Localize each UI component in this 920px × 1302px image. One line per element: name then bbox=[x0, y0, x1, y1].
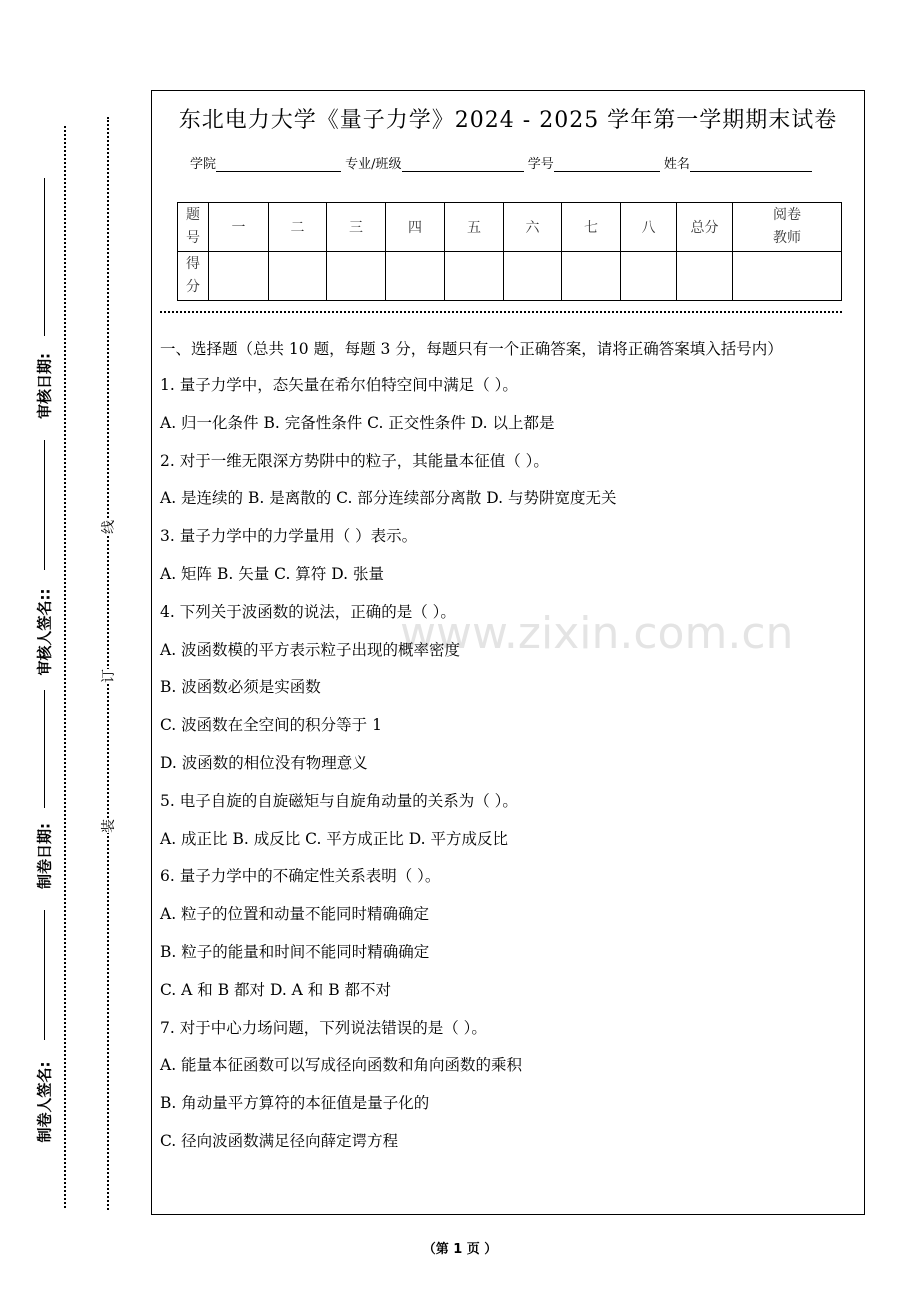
question-4: 4. 下列关于波函数的说法，正确的是（ ）。 bbox=[160, 602, 456, 621]
score-cell bbox=[562, 252, 621, 301]
question-2: 2. 对于一维无限深方势阱中的粒子，其能量本征值（ ）。 bbox=[160, 451, 549, 470]
watermark: www.zixin.com.cn bbox=[400, 608, 794, 659]
review-date-label: 审核日期: bbox=[35, 353, 54, 419]
student-id-label: 学号 bbox=[527, 157, 554, 172]
page-number: （第 1 页 ） bbox=[422, 1242, 498, 1257]
question-4-option-d: D. 波函数的相位没有物理意义 bbox=[160, 753, 368, 772]
question-4-option-c: C. 波函数在全空间的积分等于 1 bbox=[160, 716, 382, 735]
question-7-option-a: A. 能量本征函数可以写成径向函数和角向函数的乘积 bbox=[160, 1056, 523, 1075]
author-date-label: 制卷日期: bbox=[35, 823, 54, 889]
author-signature-label: 制卷人签名: bbox=[35, 1061, 54, 1143]
exam-title: 东北电力大学《量子力学》2024 - 2025 学年第一学期期末试卷 bbox=[178, 108, 838, 133]
reviewer-header: 阅卷 教师 bbox=[733, 203, 842, 252]
question-6: 6. 量子力学中的不确定性关系表明（ ）。 bbox=[160, 867, 441, 886]
major-class-blank bbox=[402, 157, 524, 172]
binding-word-ding: 订 bbox=[96, 669, 120, 683]
major-class-label: 专业/班级 bbox=[345, 157, 402, 172]
question-3: 3. 量子力学中的力学量用（ ）表示。 bbox=[160, 527, 418, 546]
score-col-total: 总分 bbox=[677, 203, 733, 252]
section-title: 一、选择题（总共 10 题，每题 3 分，每题只有一个正确答案，请将正确答案填入括号内） bbox=[160, 340, 783, 358]
question-4-option-a: A. 波函数模的平方表示粒子出现的概率密度 bbox=[160, 640, 461, 659]
review-date-line bbox=[44, 178, 45, 336]
score-col-3: 三 bbox=[327, 203, 386, 252]
score-cell bbox=[386, 252, 445, 301]
score-cell bbox=[621, 252, 677, 301]
question-7: 7. 对于中心力场问题，下列说法错误的是（ ）。 bbox=[160, 1018, 487, 1037]
question-number-header: 题 号 bbox=[178, 203, 209, 252]
question-6-option-b: B. 粒子的能量和时间不能同时精确确定 bbox=[160, 942, 430, 961]
question-3-options: A. 矩阵 B. 矢量 C. 算符 D. 张量 bbox=[160, 564, 384, 583]
score-col-7: 七 bbox=[562, 203, 621, 252]
name-blank bbox=[690, 157, 812, 172]
score-col-5: 五 bbox=[445, 203, 504, 252]
binding-dotted-line-outer bbox=[64, 126, 66, 1208]
binding-word-zhuang: 装 bbox=[96, 819, 120, 833]
score-col-1: 一 bbox=[209, 203, 269, 252]
score-cell bbox=[209, 252, 269, 301]
question-7-option-b: B. 角动量平方算符的本征值是量子化的 bbox=[160, 1094, 430, 1113]
score-cell bbox=[677, 252, 733, 301]
exam-content bbox=[160, 337, 856, 1167]
student-id-blank bbox=[554, 157, 660, 172]
college-blank bbox=[216, 157, 341, 172]
author-signature-line bbox=[44, 910, 45, 1040]
header-separator bbox=[160, 311, 842, 313]
question-6-options-cd: C. A 和 B 都对 D. A 和 B 都不对 bbox=[160, 980, 392, 999]
question-7-option-c: C. 径向波函数满足径向薛定谔方程 bbox=[160, 1131, 399, 1150]
score-col-4: 四 bbox=[386, 203, 445, 252]
reviewer-signature-line bbox=[44, 440, 45, 570]
question-5: 5. 电子自旋的自旋磁矩与自旋角动量的关系为（ ）。 bbox=[160, 791, 518, 810]
question-1-options: A. 归一化条件 B. 完备性条件 C. 正交性条件 D. 以上都是 bbox=[160, 413, 555, 432]
question-2-options: A. 是连续的 B. 是离散的 C. 部分连续部分离散 D. 与势阱宽度无关 bbox=[160, 489, 617, 508]
score-cell bbox=[269, 252, 327, 301]
score-cell bbox=[445, 252, 504, 301]
student-info-row bbox=[190, 153, 812, 172]
score-cell bbox=[327, 252, 386, 301]
score-cell bbox=[733, 252, 842, 301]
score-col-6: 六 bbox=[504, 203, 562, 252]
college-label: 学院 bbox=[190, 157, 217, 172]
score-col-2: 二 bbox=[269, 203, 327, 252]
score-cell bbox=[504, 252, 562, 301]
name-label: 姓名 bbox=[663, 157, 690, 172]
author-date-line bbox=[44, 690, 45, 808]
question-4-option-b: B. 波函数必须是实函数 bbox=[160, 678, 321, 697]
question-5-options: A. 成正比 B. 成反比 C. 平方成正比 D. 平方成反比 bbox=[160, 829, 508, 848]
binding-word-xian: 线 bbox=[96, 520, 120, 534]
question-6-option-a: A. 粒子的位置和动量不能同时精确确定 bbox=[160, 905, 430, 924]
binding-dotted-line-inner bbox=[107, 117, 109, 1210]
exam-frame bbox=[151, 90, 865, 1215]
question-1: 1. 量子力学中，态矢量在希尔伯特空间中满足（ ）。 bbox=[160, 376, 518, 394]
score-table bbox=[177, 202, 842, 301]
score-col-8: 八 bbox=[621, 203, 677, 252]
reviewer-signature-label: 审核人签名:: bbox=[35, 588, 54, 676]
score-row-header: 得 分 bbox=[178, 252, 209, 301]
